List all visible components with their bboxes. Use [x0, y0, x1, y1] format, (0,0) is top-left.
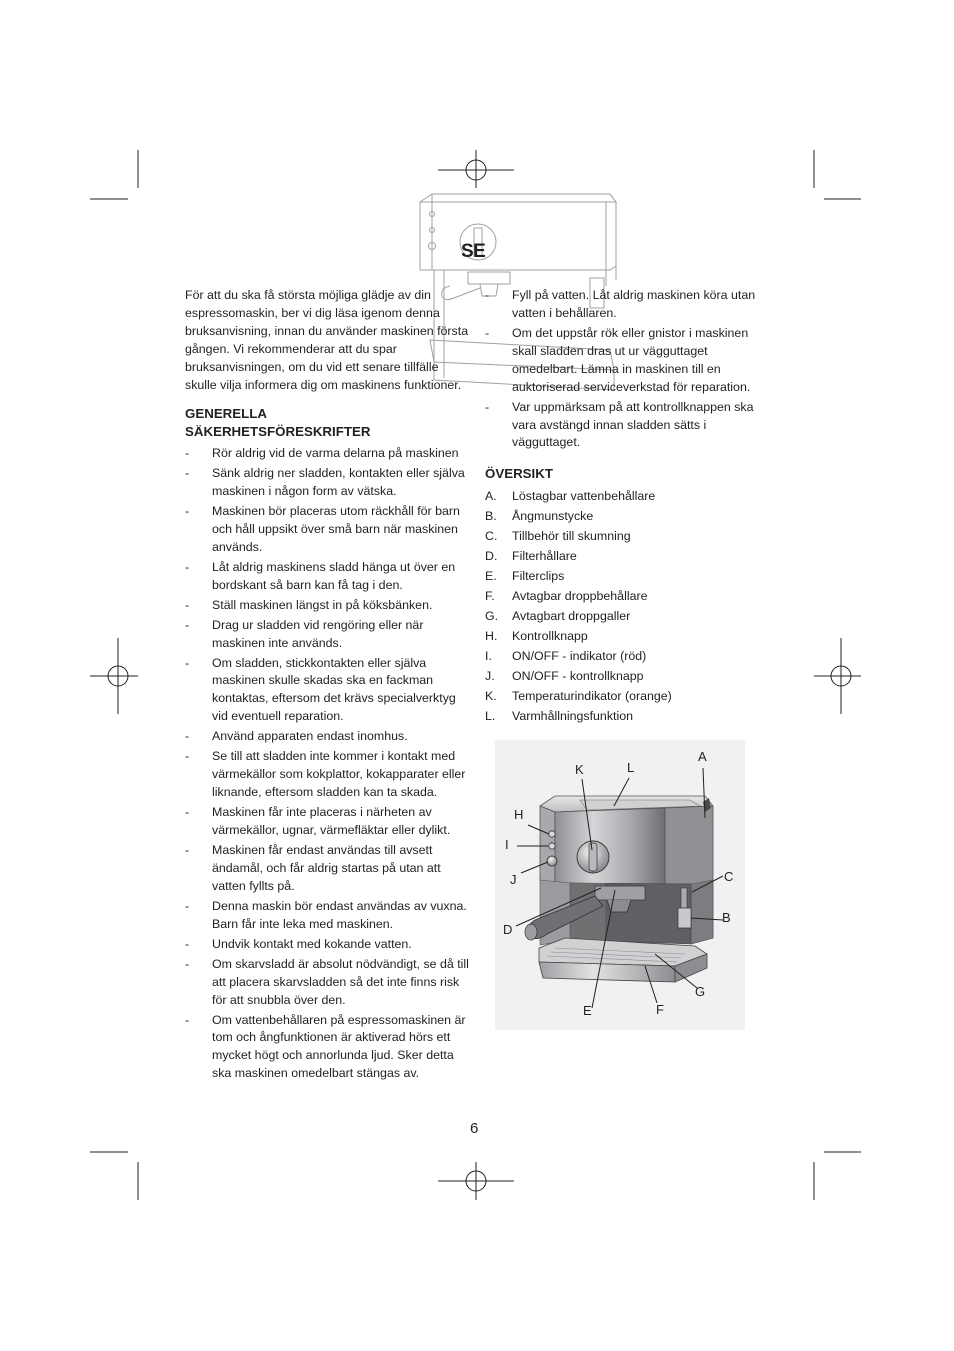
bullet-dash: - — [185, 1012, 190, 1027]
list-item-text: Ställ maskinen längst in på köksbänken. — [212, 597, 433, 612]
bullet-dash: - — [185, 466, 190, 480]
diagram-label-d: D — [503, 922, 513, 937]
list-item — [185, 804, 470, 840]
list-item — [185, 445, 470, 463]
list-item — [485, 287, 770, 323]
list-item — [185, 503, 470, 557]
list-item — [485, 628, 770, 646]
diagram-label-a: A — [698, 749, 707, 764]
list-item-text: Maskinen får endast användas till avsett ändamål, och får aldrig startas på utan att vatten fyllts på. — [212, 842, 441, 893]
list-item-text: Rör aldrig vid de varma delarna på maskinen — [212, 446, 459, 460]
diagram-label-h: H — [514, 807, 524, 822]
list-item-text: Ångmunstycke — [512, 509, 594, 523]
list-item — [485, 508, 770, 526]
list-item — [185, 465, 470, 501]
list-item — [185, 748, 470, 802]
bullet-dash: - — [185, 936, 190, 951]
bullet-dash: - — [485, 399, 490, 414]
safety-heading-line2: SÄKERHETSFÖRESKRIFTER — [185, 424, 371, 439]
bullet-dash: - — [185, 446, 190, 460]
list-item — [185, 617, 470, 653]
list-item — [185, 1012, 470, 1084]
language-code: SE — [461, 241, 486, 262]
bullet-dash: - — [185, 805, 190, 820]
list-item-text: Undvik kontakt med kokande vatten. — [212, 936, 412, 951]
list-item-text: Om vattenbehållaren på espressomaskinen är tom och ångfunktionen är aktiverad hörs ett mycket högt och annorlunda ljud. Sker detta ska maskinen omedelbart stängas av. — [212, 1012, 466, 1081]
bullet-dash: - — [185, 956, 190, 971]
item-letter: G. — [485, 609, 499, 623]
item-letter: E. — [485, 569, 497, 583]
list-item-text: Filterhållare — [512, 549, 577, 563]
list-item — [185, 842, 470, 896]
list-item-text: Var uppmärksam på att kontrollknappen ska vara avstängd innan sladden sätts i vägguttaget. — [512, 399, 754, 450]
diagram-label-b: B — [722, 910, 731, 925]
list-item — [485, 488, 770, 506]
item-letter: J. — [485, 669, 495, 683]
diagram-label-i: I — [505, 837, 509, 852]
list-item — [485, 325, 770, 397]
item-letter: L. — [485, 709, 496, 723]
bullet-dash: - — [185, 503, 190, 518]
item-letter: K. — [485, 689, 497, 703]
list-item-text: Sänk aldrig ner sladden, kontakten eller själva maskinen i någon form av vätska. — [212, 466, 465, 498]
item-letter: C. — [485, 529, 498, 543]
list-item — [185, 956, 470, 1010]
list-item-text: ON/OFF - kontrollknapp — [512, 669, 644, 683]
espresso-machine-diagram — [495, 740, 745, 1030]
bullet-dash: - — [185, 898, 190, 913]
list-item — [185, 597, 470, 615]
list-item — [485, 668, 770, 686]
page-number: 6 — [470, 1120, 479, 1137]
diagram-label-j: J — [510, 872, 517, 887]
item-letter: A. — [485, 489, 497, 503]
diagram-label-k: K — [575, 762, 584, 777]
list-item — [185, 559, 470, 595]
item-letter: D. — [485, 549, 498, 563]
list-item-text: Filterclips — [512, 569, 565, 583]
list-item-text: Om sladden, stickkontakten eller själva maskinen skulle skadas ska en fackman kontaktas, eftersom det krävs specialverktyg vid eventuell reparation. — [212, 655, 456, 724]
bullet-dash: - — [185, 842, 190, 857]
bullet-dash: - — [185, 655, 190, 670]
safety-heading-line1: GENERELLA — [185, 406, 268, 421]
list-item-text: Avtagbar droppbehållare — [512, 589, 648, 603]
item-letter: I. — [485, 649, 492, 663]
list-item — [185, 728, 470, 746]
list-item-text: Om skarvsladd är absolut nödvändigt, se då till att placera skarvsladden så det inte finns risk för att snubbla över den. — [212, 956, 469, 1007]
list-item-text: Om det uppstår rök eller gnistor i maskinen skall sladden dras ut ur vägguttaget omedelbart. Lämna in maskinen till en auktoriserad serviceverkstad för reparation. — [512, 325, 751, 394]
list-item — [185, 898, 470, 934]
list-item-text: ON/OFF - indikator (röd) — [512, 649, 647, 663]
diagram-label-f: F — [656, 1002, 664, 1017]
list-item-text: Temperaturindikator (orange) — [512, 689, 672, 703]
bullet-dash: - — [185, 749, 190, 764]
intro-paragraph: För att du ska få största möjliga glädje av din espressomaskin, ber vi dig läsa igenom denna bruksanvisning, innan du använder maskinen första gången. Vi rekommenderar att du spar bruksanvisningen, om du vid ett senare tillfälle skulle vilja informera dig om maskinens funktioner. — [185, 288, 469, 392]
safety-list — [185, 445, 470, 1085]
list-item-text: Kontrollknapp — [512, 629, 588, 643]
list-item — [485, 528, 770, 546]
espresso-machine-illustration — [495, 740, 745, 1030]
bullet-dash: - — [185, 729, 190, 744]
list-item-text: Varmhållningsfunktion — [512, 709, 633, 723]
list-item — [485, 399, 770, 453]
list-item-text: Drag ur sladden vid rengöring eller när maskinen inte används. — [212, 617, 424, 650]
list-item — [185, 936, 470, 954]
list-item — [485, 708, 770, 726]
list-item-text: Låt aldrig maskinens sladd hänga ut över en bordskant så barn kan få tag i den. — [212, 559, 456, 592]
list-item — [485, 648, 770, 666]
list-item-text: Maskinen bör placeras utom räckhåll för barn och håll uppsikt över små barn när maskinen används. — [212, 503, 460, 554]
bullet-dash: - — [485, 288, 490, 302]
list-item — [485, 548, 770, 566]
bullet-dash: - — [185, 617, 190, 632]
bullet-dash: - — [485, 325, 490, 340]
diagram-label-g: G — [695, 984, 706, 999]
list-item-text: Avtagbart droppgaller — [512, 609, 631, 623]
list-item — [185, 655, 470, 727]
diagram-label-l: L — [627, 760, 635, 775]
item-letter: F. — [485, 589, 495, 603]
list-item — [485, 608, 770, 626]
item-letter: B. — [485, 509, 497, 523]
diagram-label-e: E — [583, 1003, 592, 1018]
list-item-text: Se till att sladden inte kommer i kontakt med värmekällor som kokplattor, kokapparater eller liknande, eftersom sladden kan ta skada. — [212, 749, 466, 800]
safety-list-continued — [485, 287, 770, 454]
bullet-dash: - — [185, 559, 190, 574]
list-item-text: Löstagbar vattenbehållare — [512, 489, 656, 503]
bullet-dash: - — [185, 597, 190, 612]
item-letter: H. — [485, 629, 498, 643]
list-item-text: Använd apparaten endast inomhus. — [212, 729, 408, 744]
overview-heading: ÖVERSIKT — [485, 466, 553, 481]
list-item-text: Denna maskin bör endast användas av vuxna. Barn får inte leka med maskinen. — [212, 898, 467, 931]
overview-list — [485, 488, 770, 728]
list-item-text: Fyll på vatten. Låt aldrig maskinen köra utan vatten i behållaren. — [512, 288, 756, 320]
list-item-text: Maskinen får inte placeras i närheten av värmekällor, ugnar, värmefläktar eller dylikt. — [212, 805, 451, 837]
list-item — [485, 568, 770, 586]
list-item — [485, 688, 770, 706]
list-item-text: Tillbehör till skumning — [512, 529, 631, 543]
diagram-label-c: C — [724, 869, 734, 884]
list-item — [485, 588, 770, 606]
safety-heading — [185, 405, 470, 441]
